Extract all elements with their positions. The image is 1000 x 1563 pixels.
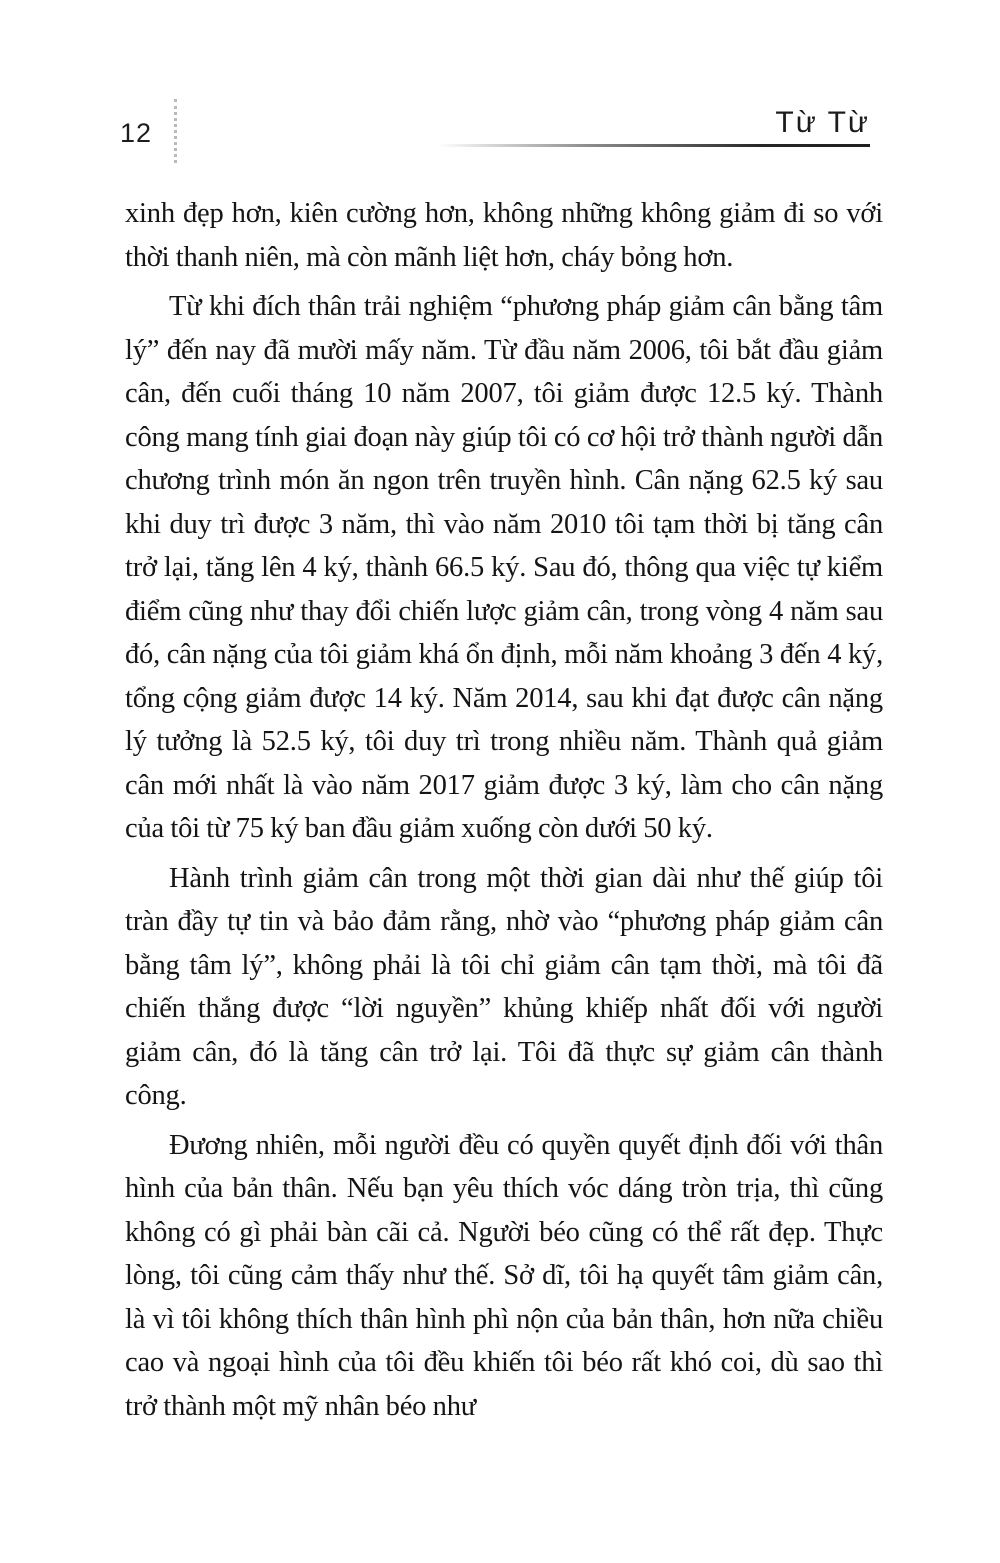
paragraph: Hành trình giảm cân trong một thời gian dài như thế giúp tôi tràn đầy tự tin và bảo đảm rằng, nhờ vào “phương pháp giảm cân bằng tâm lý”, không phải là tôi chỉ giảm cân tạm thời, mà tôi đã chiến thắng được “lời nguyền” khủng khiếp nhất đối với người giảm cân, đó là tăng cân trở lại. Tôi đã thực sự giảm cân thành công.	[125, 862, 883, 1111]
page-number: 12	[120, 118, 153, 148]
paragraph: Đương nhiên, mỗi người đều có quyền quyết định đối với thân hình của bản thân. Nếu bạn yêu thích vóc dáng tròn trịa, thì cũng không có gì phải bàn cãi cả. Người béo cũng có thể rất đẹp. Thực lòng, tôi cũng cảm thấy như thế. Sở dĩ, tôi hạ quyết tâm giảm cân, là vì tôi không thích thân hình phì nộn của bản thân, hơn nữa chiều cao và ngoại hình của tôi đều khiến tôi béo rất khó coi, dù sao thì trở thành một mỹ nhân béo như	[125, 1129, 883, 1422]
running-header-title: Từ Từ	[775, 106, 870, 139]
paragraph: Từ khi đích thân trải nghiệm “phương pháp giảm cân bằng tâm lý” đến nay đã mười mấy năm. Từ đầu năm 2006, tôi bắt đầu giảm cân, đến cuối tháng 10 năm 2007, tôi giảm được 12.5 ký. Thành công mang tính giai đoạn này giúp tôi có cơ hội trở thành người dẫn chương trình món ăn ngon trên truyền hình. Cân nặng 62.5 ký sau khi duy trì được 3 năm, thì vào năm 2010 tôi tạm thời bị tăng cân trở lại, tăng lên 4 ký, thành 66.5 ký. Sau đó, thông qua việc tự kiểm điểm cũng như thay đổi chiến lược giảm cân, trong vòng 4 năm sau đó, cân nặng của tôi giảm khá ổn định, mỗi năm khoảng 3 đến 4 ký, tổng cộng giảm được 14 ký. Năm 2014, sau khi đạt được cân nặng lý tưởng là 52.5 ký, tôi duy trì trong nhiều năm. Thành quả giảm cân mới nhất là vào năm 2017 giảm được 3 ký, làm cho cân nặng của tôi từ 75 ký ban đầu giảm xuống còn dưới 50 ký.	[125, 291, 883, 844]
header-rule-line	[437, 144, 870, 147]
body-text	[125, 192, 883, 1428]
paragraph-continuation: xinh đẹp hơn, kiên cường hơn, không những không giảm đi so với thời thanh niên, mà còn mãnh liệt hơn, cháy bỏng hơn.	[125, 198, 883, 273]
header-vertical-divider	[174, 99, 177, 163]
